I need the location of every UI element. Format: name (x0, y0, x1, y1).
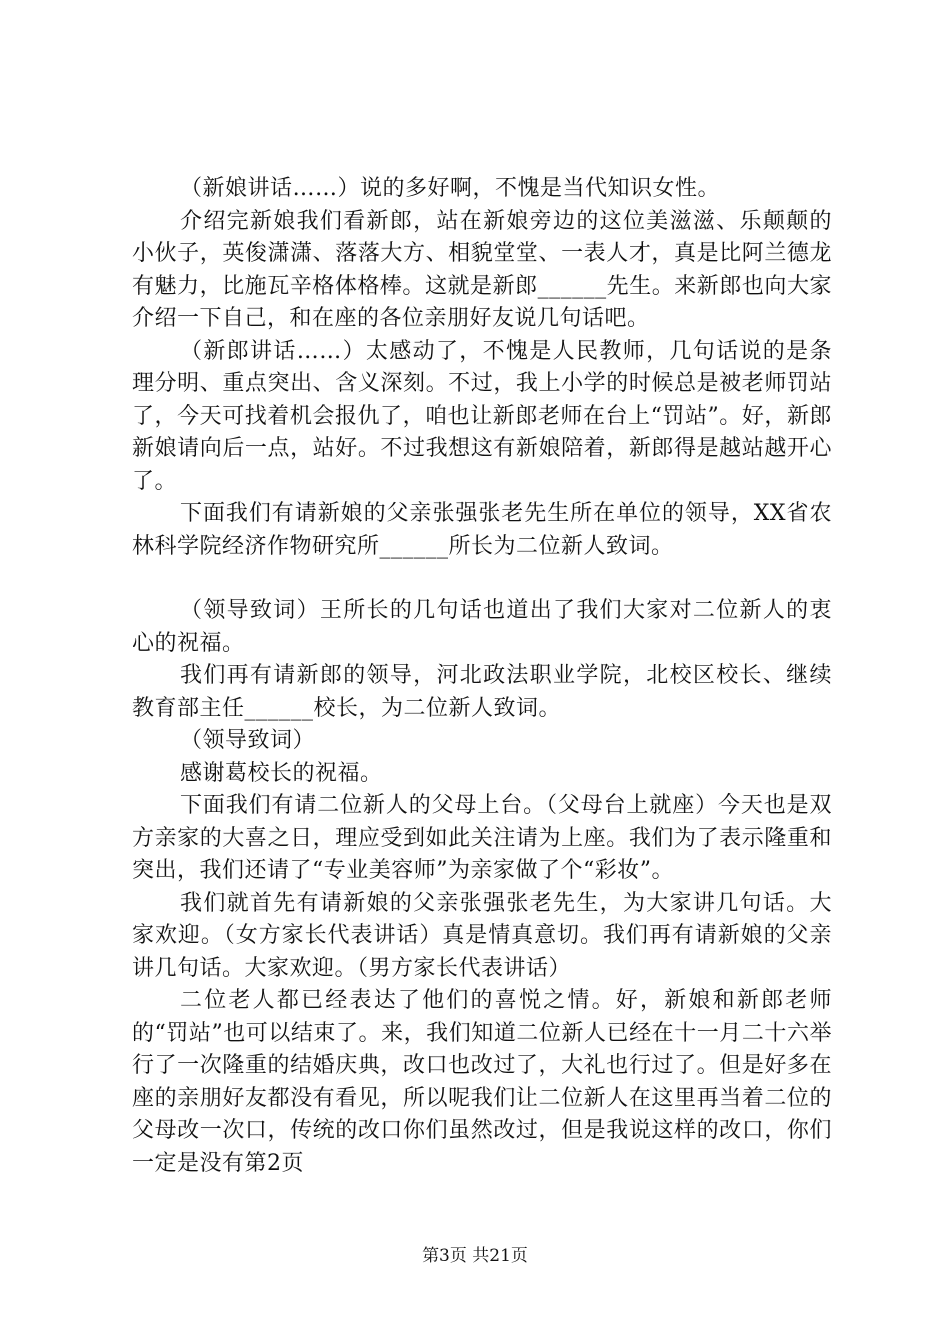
paragraph-groom-intro: 介绍完新娘我们看新郎，站在新娘旁边的这位美滋滋、乐颠颠的小伙子，英俊潇潇、落落大方、相貌堂堂、一表人才，真是比阿兰德龙有魅力，比施瓦辛格体格棒。这就是新郎______先生。来新郎也向大家介绍一下自己，和在座的各位亲朋好友说几句话吧。 (132, 208, 832, 331)
document-body (132, 173, 832, 1180)
paragraph-leader-speech-1: （领导致词）王所长的几句话也道出了我们大家对二位新人的衷心的祝福。 (132, 598, 832, 656)
paragraph-bride-leader-invite: 下面我们有请新娘的父亲张强张老先生所在单位的领导，XX省农林科学院经济作物研究所______所长为二位新人致词。 (132, 501, 832, 559)
paragraph-groom-speech: （新郎讲话……）太感动了，不愧是人民教师，几句话说的是条理分明、重点突出、含义深刻。不过，我上小学的时候总是被老师罚站了，今天可找着机会报仇了，咱也让新郎老师在台上“罚站”。好，新郎新娘请向后一点，站好。不过我想这有新娘陪着，新郎得是越站越开心了。 (132, 338, 832, 494)
paragraph-parents-speech: 我们就首先有请新娘的父亲张强张老先生，为大家讲几句话。大家欢迎。（女方家长代表讲话）真是情真意切。我们再有请新娘的父亲讲几句话。大家欢迎。（男方家长代表讲话） (132, 890, 832, 981)
paragraph-thanks: 感谢葛校长的祝福。 (180, 760, 383, 786)
paragraph-change-address: 二位老人都已经表达了他们的喜悦之情。好，新娘和新郎老师的“罚站”也可以结束了。来，我们知道二位新人已经在十一月二十六举行了一次隆重的结婚庆典，改口也改过了，大礼也行过了。但是好多在座的亲朋好友都没有看见，所以呢我们让二位新人在这里再当着二位的父母改一次口，传统的改口你们虽然改过，但是我说这样的改口，你们一定是没有第2页 (132, 988, 832, 1176)
paragraph-leader-speech-2: （领导致词） (180, 728, 316, 753)
page-footer (0, 1244, 950, 1268)
paragraph-parents-invite: 下面我们有请二位新人的父母上台。（父母台上就座）今天也是双方亲家的大喜之日，理应受到如此关注请为上座。我们为了表示隆重和突出，我们还请了“专业美容师”为亲家做了个“彩妆”。 (132, 793, 832, 883)
paragraph-bride-speech: （新娘讲话……）说的多好啊，不愧是当代知识女性。 (180, 176, 721, 201)
paragraph-groom-leader-invite: 我们再有请新郎的领导，河北政法职业学院，北校区校长、继续教育部主任______校长，为二位新人致词。 (132, 663, 832, 721)
page-indicator: 第3页 共21页 (422, 1246, 528, 1266)
